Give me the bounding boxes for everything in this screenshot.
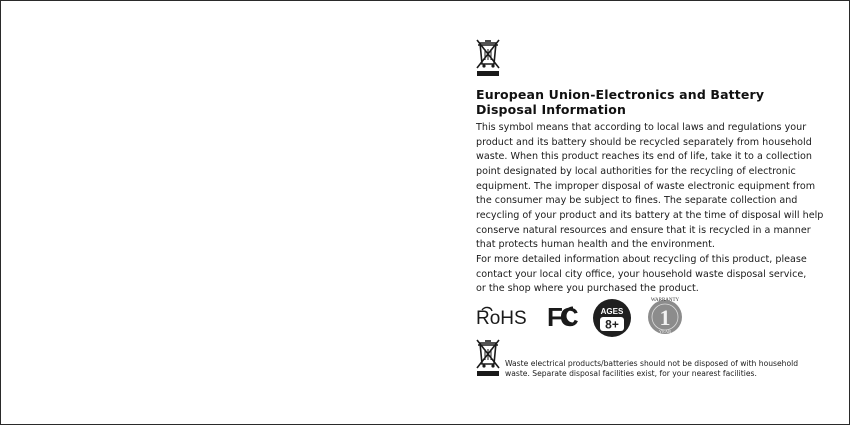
svg-text:FC: FC xyxy=(547,304,576,328)
paragraph-line: This symbol means that according to local laws and regulations your xyxy=(476,122,807,133)
svg-text:RoHS: RoHS xyxy=(476,308,527,328)
paragraph-line: equipment. The improper disposal of waste electronic equipment from xyxy=(476,180,816,192)
ages-badge xyxy=(592,298,632,338)
paragraph-line: conserve natural resources and ensure that it is recycled in a manner xyxy=(476,224,811,236)
svg-text:8+: 8+ xyxy=(605,317,619,332)
notice-line: Waste electrical products/batteries should not be disposed of with household xyxy=(505,359,799,368)
svg-text:YEAR: YEAR xyxy=(658,329,672,334)
page-title: European Union-Electronics and Battery Disposal Information xyxy=(476,87,765,117)
paragraph-line: waste. When this product reaches its end of life, take it to a collection xyxy=(476,151,812,163)
notice-line: waste. Separate disposal facilities exist, for your nearest facilities. xyxy=(505,369,757,379)
rohs-logo xyxy=(475,306,537,328)
warranty-badge xyxy=(647,296,683,336)
svg-text:AGES: AGES xyxy=(600,307,624,316)
svg-text:1: 1 xyxy=(659,305,671,330)
paragraph-line: point designated by local authorities for the recycling of electronic xyxy=(476,165,796,177)
paragraph-line: the consumer may be subject to fines. The separate collection and xyxy=(476,195,798,207)
crossed-bin-icon xyxy=(475,339,501,377)
paragraph-line: or the shop where you purchased the product. xyxy=(476,283,699,295)
paragraph-line: that protects human health and the environment. xyxy=(476,239,715,251)
paragraph-line: contact your local city office, your household waste disposal service, xyxy=(476,268,807,280)
svg-text:WARRANTY: WARRANTY xyxy=(650,298,680,303)
disposal-paragraph xyxy=(476,121,836,297)
paragraph-line: recycling of your product and its battery at the time of disposal will help xyxy=(476,209,824,221)
crossed-bin-icon xyxy=(475,39,501,77)
paragraph-line: product and its battery should be recycled separately from household xyxy=(476,136,812,148)
paragraph-line: For more detailed information about recycling of this product, please xyxy=(476,253,807,265)
disposal-notice xyxy=(505,359,825,379)
fcc-logo xyxy=(547,304,581,328)
